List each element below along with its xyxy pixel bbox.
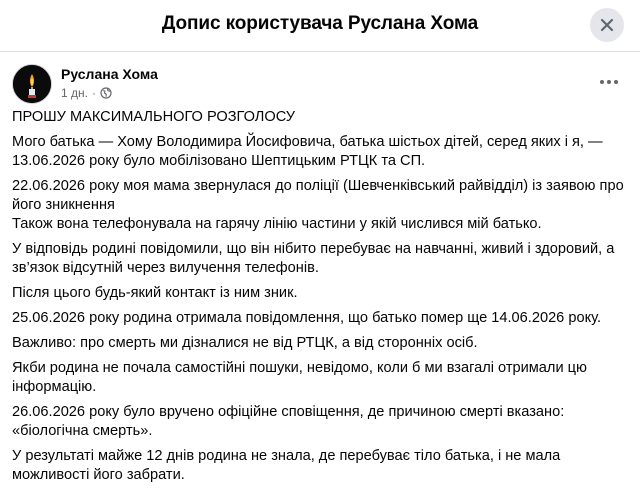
- author-name[interactable]: Руслана Хома: [61, 66, 158, 82]
- more-options-button[interactable]: [594, 67, 624, 97]
- meta-separator: ·: [91, 86, 96, 100]
- candle-icon: [13, 65, 51, 103]
- dialog-header: [0, 0, 640, 52]
- post-paragraph: Мого батька — Хому Володимира Йосифовича, батька шістьох дітей, серед яких і я, — 13.06.2026 року було мобілізовано Шептицьким РТЦК та СП.: [12, 134, 603, 169]
- globe-icon[interactable]: [100, 87, 112, 99]
- avatar[interactable]: [12, 64, 52, 104]
- post-text: [12, 108, 624, 488]
- post: [0, 53, 640, 488]
- more-icon: [599, 79, 619, 85]
- post-paragraph: Важливо: про смерть ми дізналися не від РТЦК, а від сторонніх осіб.: [12, 335, 478, 351]
- post-paragraph: Також вона телефонувала на гарячу лінію частини у якій числився мій батько.: [12, 216, 542, 232]
- post-paragraph: У результаті майже 12 днів родина не знала, де перебуває тіло батька, і не мала можливості його забрати.: [12, 448, 561, 483]
- post-paragraph: Після цього будь-який контакт із ним зник.: [12, 285, 298, 301]
- close-button[interactable]: [590, 8, 624, 42]
- post-paragraph: 26.06.2026 року було вручено офіційне сповіщення, де причиною смерті вказано: «біологічна смерть».: [12, 404, 565, 439]
- dialog-title: Допис користувача Руслана Хома: [161, 13, 479, 34]
- post-paragraph: У відповідь родині повідомили, що він нібито перебуває на навчанні, живий і здоровий, а зв’язок відсутній через вилучення телефонів.: [12, 241, 615, 276]
- close-icon: [599, 17, 615, 33]
- post-meta: [61, 85, 112, 101]
- post-paragraph: ПРОШУ МАКСИМАЛЬНОГО РОЗГОЛОСУ: [12, 109, 296, 125]
- post-time[interactable]: 1 дн.: [61, 86, 88, 100]
- post-paragraph: Якби родина не почала самостійні пошуки, невідомо, коли б ми взагалі отримали цю інформацію.: [12, 360, 587, 395]
- post-paragraph: 25.06.2026 року родина отримала повідомлення, що батько помер ще 14.06.2026 року.: [12, 310, 602, 326]
- post-paragraph: 22.06.2026 року моя мама звернулася до поліції (Шевченківський райвідділ) із заявою про його зникнення: [12, 178, 624, 213]
